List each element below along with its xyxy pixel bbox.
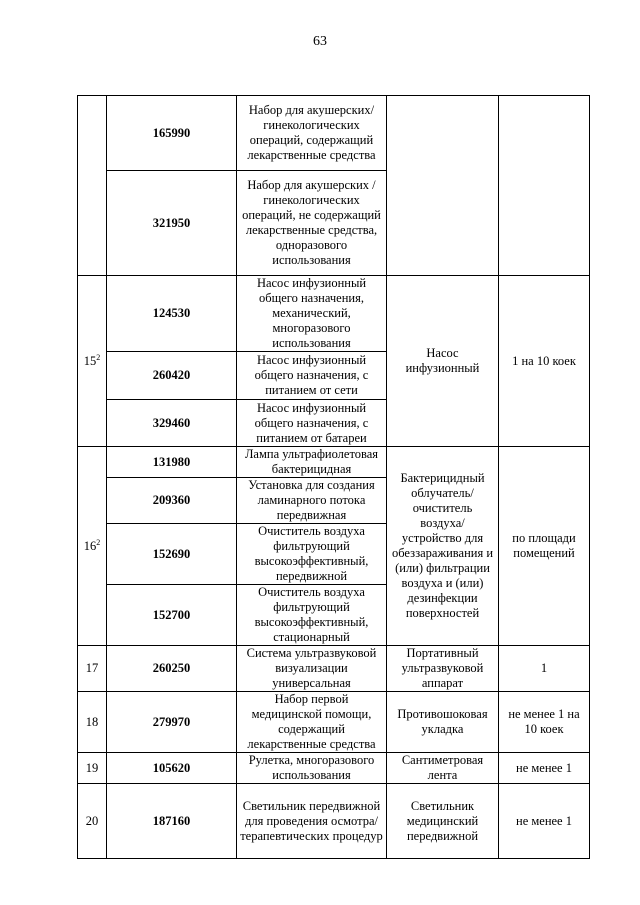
row-number: 17 [78,646,107,692]
product-name: Установка для создания ламинарного потока передвижная [237,478,387,524]
product-name: Лампа ультрафиолетовая бактерицидная [237,447,387,478]
row-number: 18 [78,692,107,753]
product-code: 321950 [107,171,237,276]
row-number: 19 [78,753,107,784]
product-name: Очиститель воздуха фильтрующий высокоэффективный, передвижной [237,524,387,585]
product-name: Набор для акушерских/гинекологических операций, содержащий лекарственные средства [237,96,387,171]
product-name: Насос инфузионный общего назначения, с питанием от батареи [237,400,387,447]
row-number-cell [78,96,107,276]
product-name: Светильник передвижной для проведения осмотра/терапевтических процедур [237,784,387,859]
product-name: Система ультразвуковой визуализации универсальная [237,646,387,692]
equipment-type: Противошоковая укладка [387,692,499,753]
table-row [78,646,590,692]
table-row [78,784,590,859]
table-row [78,692,590,753]
product-name: Очиститель воздуха фильтрующий высокоэффективный, стационарный [237,585,387,646]
row-number: $15^2$ [78,276,107,447]
product-code: 187160 [107,784,237,859]
product-code: 124530 [107,276,237,352]
product-name: Насос инфузионный общего назначения, с питанием от сети [237,352,387,400]
requirement: не менее 1 [499,784,590,859]
product-code: 209360 [107,478,237,524]
product-code: 165990 [107,96,237,171]
row-number: 20 [78,784,107,859]
equipment-type: Бактерицидный облучатель/ очиститель воздуха/ устройство для обеззараживания и (или) фильтрации воздуха и (или) дезинфекции поверхностей [387,447,499,646]
product-code: 152700 [107,585,237,646]
table-row [78,753,590,784]
row-number: $16^2$ [78,447,107,646]
product-code: 260250 [107,646,237,692]
equipment-type: Насос инфузионный [387,276,499,447]
page-number: 63 [313,34,327,49]
requirement: 1 на 10 коек [499,276,590,447]
requirement: по площади помещений [499,447,590,646]
product-name: Насос инфузионный общего назначения, механический, многоразового использования [237,276,387,352]
equipment-type: Светильник медицинский передвижной [387,784,499,859]
requirement: не менее 1 на 10 коек [499,692,590,753]
table-row [78,447,590,478]
product-name: Рулетка, многоразового использования [237,753,387,784]
product-code: 131980 [107,447,237,478]
table-row [78,96,590,171]
product-name: Набор для акушерских /гинекологических операций, не содержащий лекарственные средства, одноразового использования [237,171,387,276]
product-code: 329460 [107,400,237,447]
equipment-type [387,96,499,276]
requirement [499,96,590,276]
product-name: Набор первой медицинской помощи, содержащий лекарственные средства [237,692,387,753]
requirement: 1 [499,646,590,692]
product-code: 260420 [107,352,237,400]
product-code: 152690 [107,524,237,585]
product-code: 279970 [107,692,237,753]
table-row [78,276,590,352]
equipment-type: Сантиметровая лента [387,753,499,784]
requirement: не менее 1 [499,753,590,784]
equipment-table [77,95,590,859]
product-code: 105620 [107,753,237,784]
equipment-type: Портативный ультразвуковой аппарат [387,646,499,692]
